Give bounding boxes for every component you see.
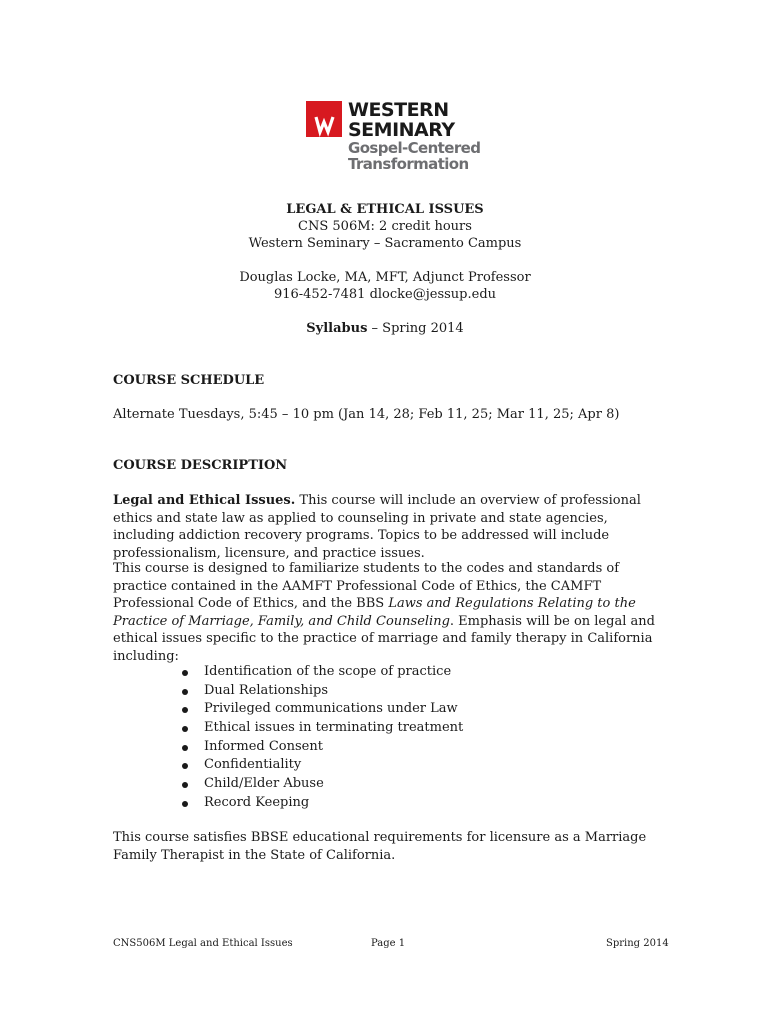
description-heading: COURSE DESCRIPTION xyxy=(113,458,288,473)
schedule-text: Alternate Tuesdays, 5:45 – 10 pm (Jan 14, 28; Feb 11, 25; Mar 11, 25; Apr 8) xyxy=(113,407,620,422)
footer-term: Spring 2014 xyxy=(606,938,669,949)
list-item: Privileged communications under Law xyxy=(180,700,463,719)
description-p2-text: This course is designed to familiarize students to the codes and standards of practice contained in the AAMFT Professional Code of Ethics, the CAMFT Professional Code of Ethics, and the BBS xyxy=(113,561,620,611)
course-title: LEGAL & ETHICAL ISSUES xyxy=(286,202,484,217)
logo-text-western: WESTERN xyxy=(348,99,449,121)
topic-list xyxy=(180,663,463,813)
footer-page-number: Page 1 xyxy=(371,938,406,949)
w-mark-icon xyxy=(306,101,342,137)
list-item: Child/Elder Abuse xyxy=(180,775,463,794)
description-p2-end: . Emphasis will be on legal and ethical issues specific to the practice of marriage and family therapy in California including: xyxy=(113,613,655,664)
logo-tagline-2: Transformation xyxy=(348,155,469,173)
description-lead: Legal and Ethical Issues. xyxy=(113,493,296,508)
description-p1-text: This course will include an overview of professional ethics and state law as applied to counseling in private and state agencies, including addiction recovery programs. Topics to be addressed will include professionalism, licensure, and practice issues. xyxy=(113,493,641,561)
list-item: Ethical issues in terminating treatment xyxy=(180,719,463,738)
description-paragraph-1 xyxy=(113,492,673,562)
list-item: Informed Consent xyxy=(180,738,463,757)
list-item: Identification of the scope of practice xyxy=(180,663,463,682)
footer-course: CNS506M Legal and Ethical Issues xyxy=(113,938,293,949)
syllabus-label: Syllabus xyxy=(306,321,368,336)
campus: Western Seminary – Sacramento Campus xyxy=(248,236,522,251)
description-paragraph-2 xyxy=(113,560,673,665)
list-item: Record Keeping xyxy=(180,794,463,813)
list-item: Confidentiality xyxy=(180,756,463,775)
description-paragraph-3: This course satisfies BBSE educational requirements for licensure as a Marriage Family Therapist in the State of California. xyxy=(113,830,647,863)
instructor: Douglas Locke, MA, MFT, Adjunct Professor xyxy=(239,270,531,285)
schedule-heading: COURSE SCHEDULE xyxy=(113,373,265,388)
logo-text-seminary: SEMINARY xyxy=(348,119,455,141)
contact-info: 916-452-7481 dlocke@jessup.edu xyxy=(273,287,497,302)
logo-tagline-1: Gospel-Centered xyxy=(348,139,481,157)
description-p2-italic: Laws and Regulations Relating to the Practice of Marriage, Family, and Child Counseling xyxy=(113,596,636,629)
list-item: Dual Relationships xyxy=(180,682,463,701)
syllabus-line xyxy=(0,321,770,336)
western-seminary-logo xyxy=(306,99,481,173)
syllabus-term: – Spring 2014 xyxy=(367,321,464,336)
course-code: CNS 506M: 2 credit hours xyxy=(298,219,472,234)
